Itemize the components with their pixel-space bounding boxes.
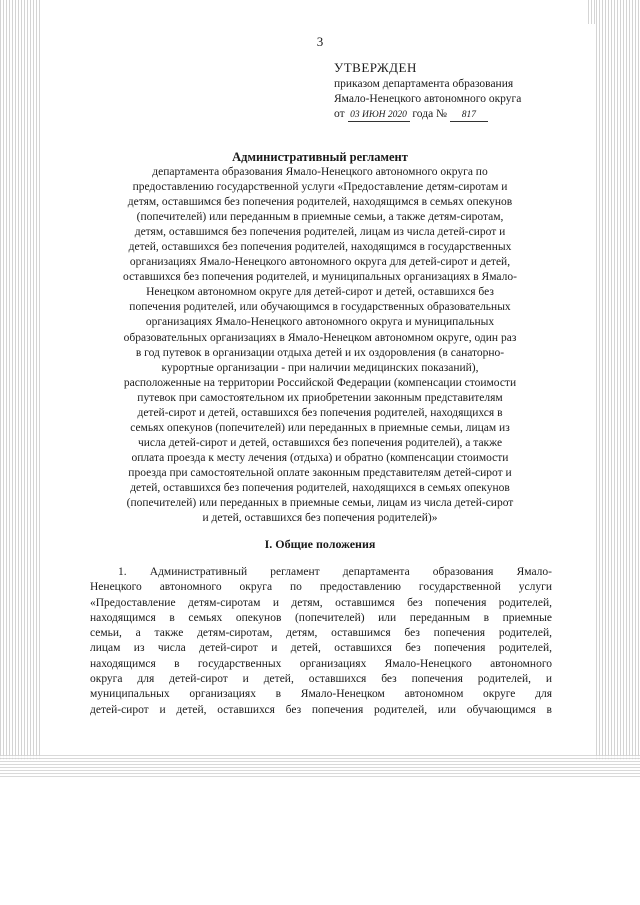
subtitle-line: оплата проезда к месту лечения (отдыха) и обратно (компенсации стоимости (131, 451, 509, 464)
subtitle-line: (попечителей) или переданных в приемные семьи, лицам из числа детей-сирот (126, 497, 514, 510)
body-line: детей-сирот и детей, оставшихся без попечения родителей, или обучающимся в (90, 703, 552, 716)
body-line: 1. Административный регламент департамента образования Ямало- (118, 566, 552, 578)
document-title: Административный регламент (232, 150, 408, 164)
subtitle-line: детей, оставшихся без попечения родителей, находящихся в семьях опекунов (130, 481, 510, 494)
subtitle-line: Ненецком автономном округе для детей-сирот и детей, оставшихся без (146, 286, 494, 299)
subtitle-line: детей, оставшихся без попечения родителей, находящимся в государственных (128, 241, 512, 254)
year-label: года № (412, 108, 448, 120)
subtitle-line: департамента образования Ямало-Ненецкого автономного округа по (152, 166, 488, 178)
subtitle-line: расположенные на территории Российской Федерации (компенсации стоимости (123, 376, 517, 389)
body-line: находящимся в семьях опекунов (попечителей) или переданным в приемные (90, 611, 552, 624)
subtitle-line: организациях Ямало-Ненецкого автономного округа и муниципальных (145, 316, 495, 329)
approval-heading: УТВЕРЖДЕН (334, 60, 417, 75)
date-value: 03 ИЮН 2020 (348, 109, 410, 122)
subtitle-line: в год путевок в организации отдыха детей и их оздоровления (в санаторно- (135, 346, 505, 359)
order-number: 817 (450, 109, 488, 122)
body-line: округа для детей-сирот и детей, оставшихся без попечения родителей, и (90, 673, 552, 686)
subtitle-line: числа детей-сирот и детей, оставшихся без попечения родителей), а также (137, 436, 503, 449)
body-line: Ненецкого автономного округа по предоставлению государственной услуги (90, 581, 552, 594)
approval-line-2: Ямало-Ненецкого автономного округа (334, 93, 522, 105)
section-heading: I. Общие положения (264, 537, 376, 551)
subtitle-line: попечения родителей, или обучающимся в государственных образовательных (129, 301, 511, 314)
approval-stamp (334, 60, 574, 122)
approval-date-line (334, 107, 574, 122)
subtitle-line: детям, оставшимся без попечения родителей, находящимся в семьях опекунов (127, 196, 513, 209)
subtitle-line: проезда при самостоятельной оплате законным представителям детей-сирот и (128, 466, 512, 479)
subtitle-line: организациях Ямало-Ненецкого автономного округа для детей-сирот и детей, (129, 256, 511, 269)
scan-edge-right (596, 0, 640, 760)
body-line: «Предоставление детям-сиротам и детям, оставшимся без попечения родителей, (90, 596, 552, 609)
body-line: лицам из числа детей-сирот и детей, оставшихся без попечения родителей, (90, 642, 552, 655)
subtitle-line: детей-сирот и детей, оставшихся без попечения родителей, находящихся в (137, 406, 503, 419)
subtitle-line: и детей, оставшихся без попечения родителей)» (202, 512, 438, 525)
page-number: 3 (316, 34, 324, 49)
subtitle-line: оставшихся без попечения родителей, и муниципальных организациях в Ямало- (123, 271, 517, 284)
scan-edge-bottom (0, 755, 640, 777)
subtitle-line: (попечителей) или переданным в приемные семьи, а также детям-сиротам, (136, 211, 504, 224)
approval-line-1: приказом департамента образования (334, 78, 514, 90)
scan-edge-top-right (588, 0, 596, 24)
scan-edge-left (0, 0, 40, 760)
subtitle-line: образовательных организациях в Ямало-Ненецком автономном округе, один раз (123, 331, 517, 344)
subtitle-line: курортные организации - при наличии медицинских показаний), (161, 361, 479, 374)
subtitle-line: путевок при самостоятельном их приобретении законным представителям (137, 391, 503, 404)
date-prefix: от (334, 108, 345, 120)
subtitle-line: предоставлению государственной услуги «Предоставление детям-сиротам и (132, 181, 508, 194)
subtitle-line: детям, оставшимся без попечения родителей, лицам из числа детей-сирот и (134, 226, 506, 239)
document-subtitle (98, 165, 542, 526)
subtitle-line: семьях опекунов (попечителей) или переданных в приемные семьи, лицам из (130, 421, 510, 434)
body-line: находящимся в государственных организациях Ямало-Ненецкого автономного (90, 657, 552, 670)
body-line: семьи, а также детям-сиротам, детям, оставшимся без попечения родителей, (90, 627, 552, 640)
body-line: муниципальных организациях в Ямало-Ненецком автономном округе для (90, 688, 552, 701)
section-body (90, 565, 552, 718)
